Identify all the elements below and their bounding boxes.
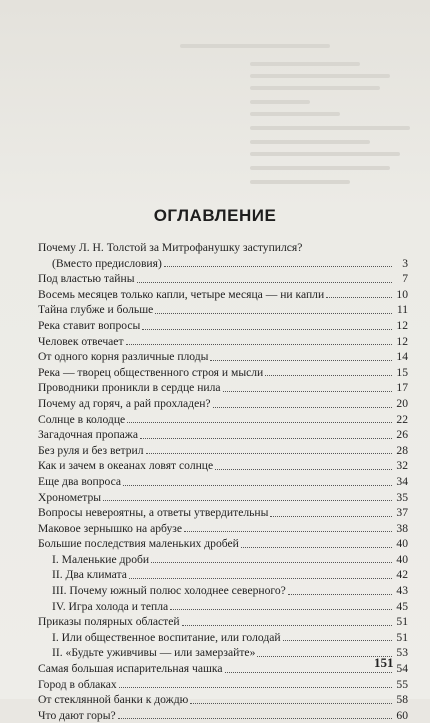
toc-entry [38, 240, 408, 256]
toc-entry-title: Река ставит вопросы [38, 318, 141, 332]
toc-entry [38, 505, 408, 521]
dot-leader [213, 407, 392, 408]
toc-entry [38, 256, 408, 272]
toc-entry-title: Солнце в колодце [38, 412, 126, 426]
page-number: 151 [374, 655, 394, 670]
toc-entry [38, 552, 408, 568]
dot-leader [126, 344, 392, 345]
toc-entry-title: Почему ад горяч, а рай прохладен? [38, 396, 211, 410]
toc-entry-title: Загадочная пропажа [38, 428, 138, 442]
toc-entry [38, 521, 408, 537]
toc-entry [38, 302, 408, 318]
toc-entry [38, 458, 408, 474]
toc-entry-page: 35 [396, 490, 408, 504]
toc-entry-page: 32 [396, 459, 408, 473]
dot-leader [146, 453, 392, 454]
page-title: ОГЛАВЛЕНИЕ [153, 206, 277, 225]
toc-entry-title: Человек отвечает [38, 334, 124, 348]
toc-entry-page: 58 [396, 693, 408, 707]
toc-entry-title: IV. Игра холода и тепла [52, 599, 169, 613]
dot-leader [223, 391, 392, 392]
dot-leader [215, 469, 392, 470]
toc-entry-title: Вопросы невероятны, а ответы утвердительны [38, 506, 269, 520]
dot-leader [225, 672, 392, 673]
toc-entry [38, 287, 408, 303]
toc-entry-page: 53 [396, 646, 408, 660]
toc-entry-page: 45 [396, 599, 408, 613]
dot-leader [142, 329, 392, 330]
toc-entry [38, 708, 408, 723]
dot-leader [241, 547, 392, 548]
toc-entry-title: Город в облаках [38, 677, 117, 691]
toc-entry-page: 3 [402, 256, 408, 270]
toc-entry-title: Как и зачем в океанах ловят солнце [38, 459, 214, 473]
dot-leader [164, 266, 392, 267]
toc-entry-title: Что дают горы? [38, 708, 116, 722]
dot-leader [103, 500, 392, 501]
toc-entry [38, 349, 408, 365]
toc-entry [38, 536, 408, 552]
toc-entry-title: Без руля и без ветрил [38, 443, 144, 457]
toc-entry-title: Маковое зернышко на арбузе [38, 521, 183, 535]
toc-entry [38, 443, 408, 459]
toc-entry-page: 40 [396, 537, 408, 551]
toc-entry-title: Хронометры [38, 490, 102, 504]
toc-entry-page: 11 [396, 303, 408, 317]
toc-entry [38, 365, 408, 381]
toc-entry [38, 677, 408, 693]
toc-entry-title: Река — творец общественного строя и мысли [38, 365, 264, 379]
toc-entry [38, 490, 408, 506]
toc-entry [38, 599, 408, 615]
toc-entry [38, 412, 408, 428]
toc-entry [38, 380, 408, 396]
toc-entry [38, 318, 408, 334]
table-of-contents [38, 240, 408, 723]
toc-entry-title: Самая большая испарительная чашка [38, 662, 223, 676]
toc-entry [38, 474, 408, 490]
bleed-through-text [0, 0, 430, 200]
toc-entry-page: 14 [396, 350, 408, 364]
toc-entry-title: III. Почему южный полюс холоднее северного? [52, 584, 286, 598]
toc-entry-page: 38 [396, 521, 408, 535]
toc-entry-title: От одного корня различные плоды [38, 350, 209, 364]
toc-entry-page: 15 [396, 365, 408, 379]
toc-entry-page: 43 [396, 584, 408, 598]
toc-entry [38, 271, 408, 287]
toc-entry-title: Под властью тайны [38, 272, 135, 286]
toc-entry-title: Проводники проникли в сердце нила [38, 381, 221, 395]
toc-entry-page: 54 [396, 662, 408, 676]
dot-leader [140, 438, 392, 439]
dot-leader [118, 718, 392, 719]
dot-leader [257, 656, 392, 657]
toc-entry-page: 51 [396, 615, 408, 629]
toc-entry-page: 20 [396, 396, 408, 410]
toc-entry-page: 7 [402, 272, 408, 286]
dot-leader [270, 516, 392, 517]
toc-entry-title: II. «Будьте уживчивы — или замерзайте» [52, 646, 256, 660]
toc-entry-page: 26 [396, 428, 408, 442]
dot-leader [123, 485, 392, 486]
toc-entry-page: 12 [396, 334, 408, 348]
toc-entry-title: Тайна глубже и больше [38, 303, 154, 317]
toc-entry-title: Еще два вопроса [38, 474, 122, 488]
toc-entry-page: 17 [396, 381, 408, 395]
toc-entry-page: 40 [396, 552, 408, 566]
toc-entry-title: Почему Л. Н. Толстой за Митрофанушку заступился? [38, 241, 303, 254]
toc-entry-page: 37 [396, 506, 408, 520]
dot-leader [184, 531, 392, 532]
toc-entry-page: 42 [396, 568, 408, 582]
toc-entry-page: 34 [396, 474, 408, 488]
toc-entry-title: Большие последствия маленьких дробей [38, 537, 239, 551]
toc-entry-title: Восемь месяцев только капли, четыре месяца — ни капли [38, 287, 325, 301]
toc-entry [38, 614, 408, 630]
toc-entry-page: 12 [396, 318, 408, 332]
dot-leader [129, 578, 392, 579]
toc-entry [38, 645, 408, 661]
dot-leader [283, 640, 392, 641]
dot-leader [326, 297, 392, 298]
dot-leader [210, 360, 392, 361]
toc-entry [38, 630, 408, 646]
dot-leader [127, 422, 392, 423]
dot-leader [288, 594, 392, 595]
toc-entry-title: I. Маленькие дроби [52, 552, 150, 566]
toc-entry [38, 334, 408, 350]
toc-entry-page: 55 [396, 677, 408, 691]
toc-entry-page: 51 [396, 630, 408, 644]
dot-leader [190, 703, 392, 704]
dot-leader [137, 282, 393, 283]
toc-entry-title: Приказы полярных областей [38, 615, 180, 629]
toc-entry-page: 60 [396, 708, 408, 722]
toc-entry [38, 427, 408, 443]
dot-leader [155, 313, 392, 314]
toc-entry [38, 567, 408, 583]
toc-entry [38, 396, 408, 412]
toc-entry-page: 10 [396, 287, 408, 301]
toc-entry-title: От стеклянной банки к дождю [38, 693, 189, 707]
toc-entry-page: 28 [396, 443, 408, 457]
toc-entry-title: II. Два климата [52, 568, 127, 582]
toc-entry [38, 692, 408, 708]
toc-entry [38, 661, 408, 677]
toc-entry [38, 583, 408, 599]
toc-entry-page: 22 [396, 412, 408, 426]
toc-entry-title: (Вместо предисловия) [52, 256, 162, 270]
dot-leader [119, 687, 392, 688]
dot-leader [182, 625, 392, 626]
dot-leader [265, 375, 392, 376]
dot-leader [151, 562, 392, 563]
toc-entry-title: I. Или общественное воспитание, или голодай [52, 630, 281, 644]
dot-leader [170, 609, 392, 610]
